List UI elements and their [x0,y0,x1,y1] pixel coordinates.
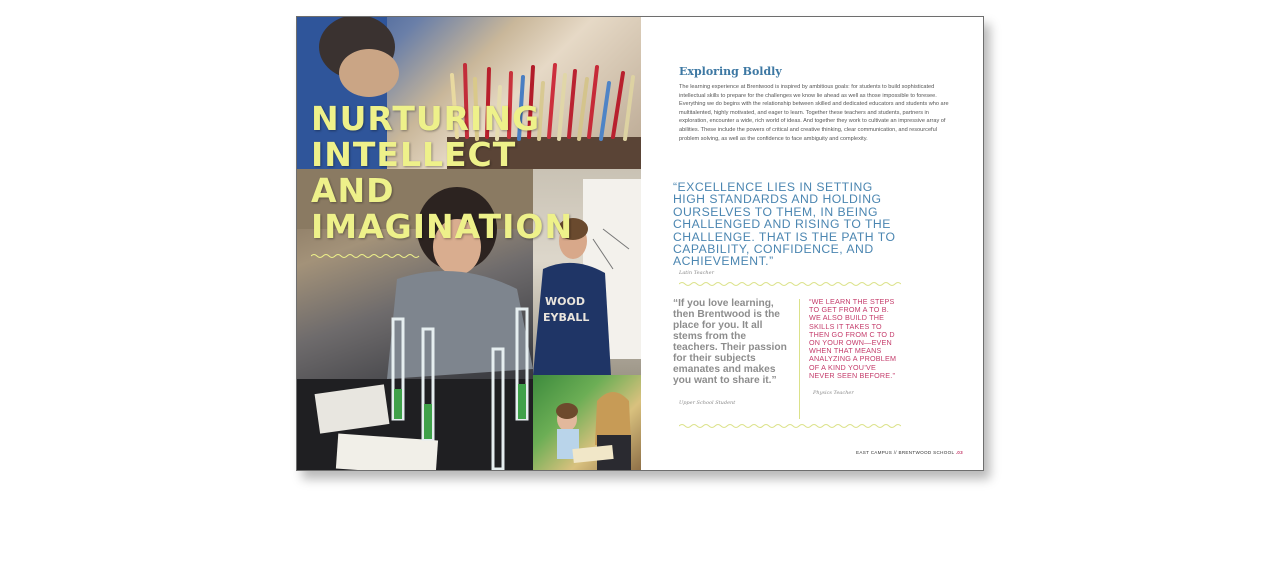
headline-line-1: NURTURING [311,99,541,138]
pull-quote-main: “EXCELLENCE LIES IN SETTING HIGH STANDARDS AND HOLDING OURSELVES TO THEM, IN BEING CHALLENGED AND RISING TO THE CHALLENGE. THAT IS THE PATH TO CAPABILITY, CONFIDENCE, AND ACHIEVEMENT.” [673,180,896,269]
young-students-reading-photo [533,375,641,471]
wave-divider-top [679,281,901,287]
pull-quote-physics-attribution: Physics Teacher [813,390,854,396]
headline-line-3: AND [311,171,395,210]
footer-label: EAST CAMPUS // BRENTWOOD SCHOOL [856,450,955,455]
headline [311,101,611,245]
headline-wave-divider [311,253,421,259]
page-footer [856,450,963,455]
vertical-divider [799,299,800,419]
brochure-spread [296,16,984,471]
pull-quote-main-attribution: Latin Teacher [679,270,714,276]
page-number: .03 [955,450,963,455]
svg-text:WOOD: WOOD [545,295,585,308]
svg-text:EYBALL: EYBALL [543,311,590,324]
headline-line-4: IMAGINATION [311,207,574,246]
pull-quote-student-attribution: Upper School Student [679,400,736,406]
body-paragraph: The learning experience at Brentwood is inspired by ambitious goals: for students to build sophisticated intellectual skills to prepare for the challenges we know lie ahead as well as those impossible to foresee. Everything we do begins with the relationship between skilled and dedicated educators and students who are multitalented, highly motivated, and eager to learn. Together these teachers and students, partners in exploration, encounter a wide, rich world of ideas. And together they work to cultivate an impressive array of abilities. These include the powers of critical and creative thinking, clear communication, and resourceful problem solving, as well as the confidence to face ambiguity and complexity. [679,84,949,142]
kids-illustration [533,375,641,471]
pull-quote-student: “If you love learning, then Brentwood is the place for you. It all stems from the teachers. Their passion for their subjects emanates and makes you want to share it.” [673,298,787,386]
pull-quote-physics: “WE LEARN THE STEPS TO GET FROM A TO B. WE ALSO BUILD THE SKILLS IT TAKES TO THEN GO FROM C TO D ON YOUR OWN—EVEN WHEN THAT MEANS ANALYZING A PROBLEM OF A KIND YOU’VE NEVER SEEN BEFORE.” [809,297,897,380]
section-title: Exploring Boldly [679,65,782,78]
wave-divider-bottom [679,423,901,429]
right-text-page [641,17,984,471]
left-photo-page [297,17,641,471]
headline-line-2: INTELLECT [311,135,517,174]
